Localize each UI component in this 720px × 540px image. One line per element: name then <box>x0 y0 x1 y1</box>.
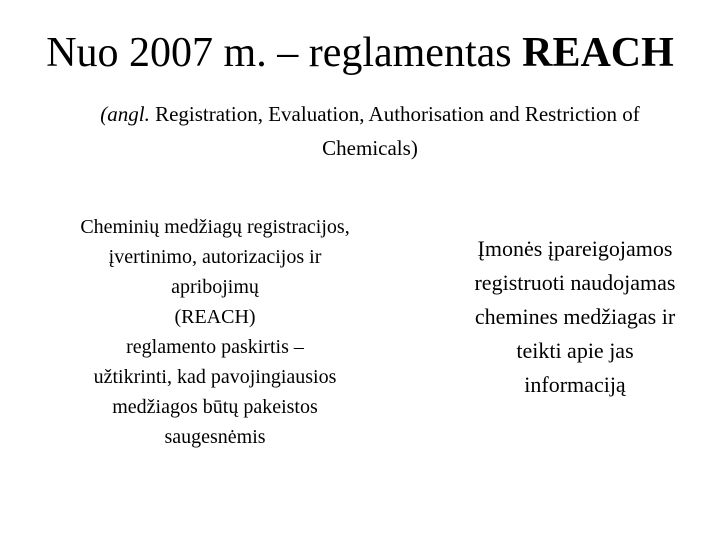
left-column-line: užtikrinti, kad pavojingiausios <box>93 366 337 388</box>
left-column <box>20 212 410 452</box>
right-column-line: teikti apie jas <box>516 338 634 363</box>
left-column-line: reglamento paskirtis – <box>126 336 304 358</box>
subtitle-italic: (angl. <box>100 102 150 126</box>
left-column-line: medžiagos būtų pakeistos <box>112 396 318 418</box>
right-column-line: Įmonės įpareigojamos <box>477 236 673 261</box>
left-column-line: Cheminių medžiagų registracijos, <box>80 216 350 238</box>
subtitle-line-2: Chemicals) <box>322 136 418 160</box>
slide-title-text: Nuo 2007 m. – reglamentas <box>46 30 523 76</box>
left-column-line: (REACH) <box>174 306 256 328</box>
left-column-line: apribojimų <box>171 276 259 298</box>
right-column-line: registruoti naudojamas <box>474 270 676 295</box>
subtitle-line-1: Registration, Evaluation, Authorisation and Restriction of <box>149 102 640 126</box>
left-column-line: įvertinimo, autorizacijos ir <box>108 246 322 268</box>
slide-title <box>0 24 720 82</box>
right-column-line: informaciją <box>524 372 626 397</box>
slide-title-bold: REACH <box>522 30 674 76</box>
right-column <box>430 232 720 402</box>
left-column-line: saugesnėmis <box>164 426 266 448</box>
subtitle <box>40 97 700 165</box>
right-column-line: chemines medžiagas ir <box>474 304 676 329</box>
